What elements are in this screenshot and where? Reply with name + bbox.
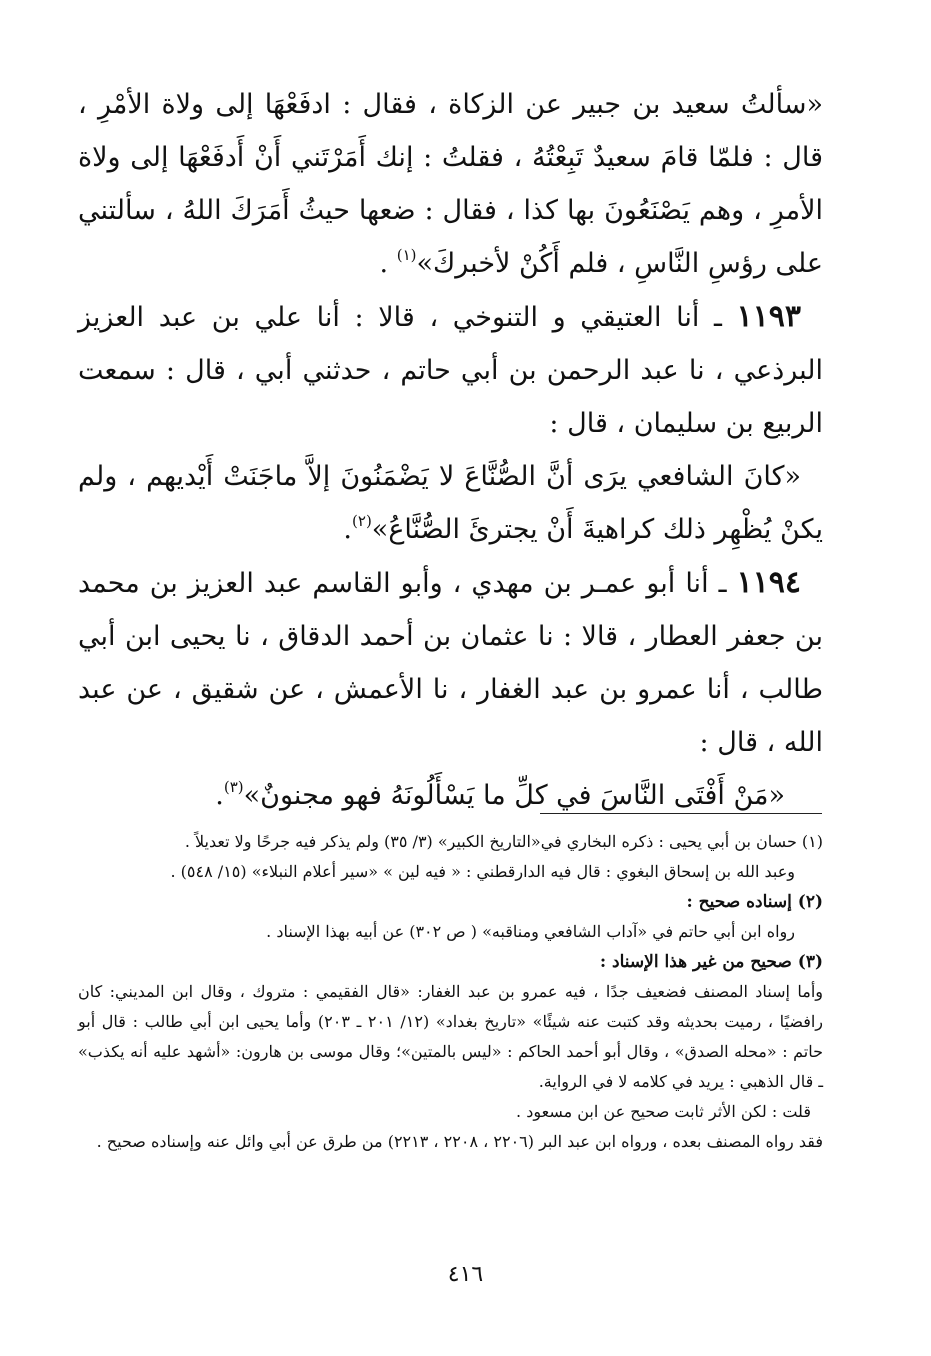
footnote-ref-2: (٢) [352, 512, 372, 530]
main-text [78, 78, 823, 822]
quote-end-1193: . [343, 514, 353, 545]
footnote-3-tail: فقد رواه المصنف بعده ، ورواه ابن عبد البر (٢٢٠٦ ، ٢٢٠٨ ، ٢٢١٣) من طرق عن أبي وائل عنه وإسناده صحيح . [96, 1132, 823, 1151]
entry-number-1194: ١١٩٤ [736, 565, 801, 600]
footnote-2-text: رواه ابن أبي حاتم في «آداب الشافعي ومناقبه» ( ص ٣٠٢) عن أبيه بهذا الإسناد . [266, 922, 795, 941]
paragraph-quote-saeed [78, 78, 823, 290]
entry-text-1193: ـ أنا العتيقي و التنوخي ، قالا : أنا علي بن عبد العزيز البرذعي ، نا عبد الرحمن بن أبي حاتم ، حدثني أبي ، قال : سمعت الربيع بن سليمان ، قال : [78, 302, 824, 439]
entry-1193 [78, 290, 823, 450]
quote-text-1193: «كانَ الشافعي يرَى أنَّ الصُّنَّاعَ لا يَضْمَنُونَ إلاَّ ماجَنَتْ أَيْديهم ، ولم يكنْ يُظْهِر ذلك كراهيةَ أَنْ يجترئَ الصُّنَّاعُ» [78, 461, 823, 545]
footnote-2-heading: (٢) إسناده صحيح : [686, 892, 823, 912]
footnote-ref-3: (٣) [223, 778, 244, 796]
quote-1194 [78, 769, 823, 822]
footnote-1-line-2: وعبد الله بن إسحاق البغوي : قال فيه الدارقطني : « فيه لين » «سير أعلام النبلاء» (١٥/ ٥٤٨) . [170, 862, 795, 881]
entry-number-1193: ١١٩٣ [736, 299, 801, 334]
page-number: ٤١٦ [447, 1262, 484, 1287]
footnote-separator [540, 813, 822, 814]
footnote-3-text: وأما إسناد المصنف فضعيف جدًا ، فيه عمرو بن عبد الغفار: «قال الفقيمي : متروك ، وقال ابن المديني: كان رافضيًا ، رميت بحديثه وقد كتبت عنه شيئًا» «تاريخ بغداد» (١٢/ ٢٠١ ـ ٢٠٣) وأما يحيى ابن أبي طالب : قال أبو حاتم : «محله الصدق» ، وقال أبو أحمد الحاكم : «ليس بالمتين»؛ وقال موسى بن هارون: «أشهد عليه أنه يكذب» ـ قال الذهبي : يريد في كلامه لا في الرواية. [78, 982, 824, 1091]
footnotes [78, 827, 823, 1157]
footnote-ref-1: (١) [396, 246, 417, 264]
quote-text: «سألتُ سعيد بن جبير عن الزكاة ، فقال : ادفَعْهَا إلى ولاة الأمْرِ ، قال : فلمّا قامَ سعيدٌ تَبِعْتُهُ ، فقلتُ : إنك أَمَرْتَني أَنْ أَدفَعْهَا إلى ولاة الأمرِ ، وهم يَصْنَعُونَ بها كذا ، فقال : ضعها حيثُ أَمَرَكَ اللهُ ، سألتني على رؤسِ النَّاسِ ، فلم أَكُنْ لأخبركَ» [78, 89, 823, 279]
quote-end-1194: . [215, 780, 224, 811]
footnote-3-heading: (٣) صحيح من غير هذا الإسناد : [599, 952, 823, 972]
footnote-1-line-1: (١) حسان بن أبي يحيى : ذكره البخاري في«التاريخ الكبير» (٣/ ٣٥) ولم يذكر فيه جرحًا ولا تعديلاً . [184, 832, 823, 851]
quote-end: . [379, 248, 397, 279]
footnote-3-note: قلت : لكن الأثر ثابت صحيح عن ابن مسعود . [516, 1102, 811, 1121]
entry-1194 [78, 556, 823, 769]
quote-1193 [78, 450, 823, 556]
quote-text-1194: «مَنْ أَفْتَى النَّاسَ في كلِّ ما يَسْأَلُونَهُ فهو مجنونٌ» [243, 780, 785, 811]
entry-text-1194: ـ أنا أبو عمـر بن مهدي ، وأبو القاسم عبد العزيز بن محمد بن جعفر العطار ، قالا : نا عثمان بن أحمد الدقاق ، نا يحيى ابن أبي طالب ، أنا عمرو بن عبد الغفار ، نا الأعمش ، عن شقيق ، عن عبد الله ، قال : [78, 568, 823, 758]
